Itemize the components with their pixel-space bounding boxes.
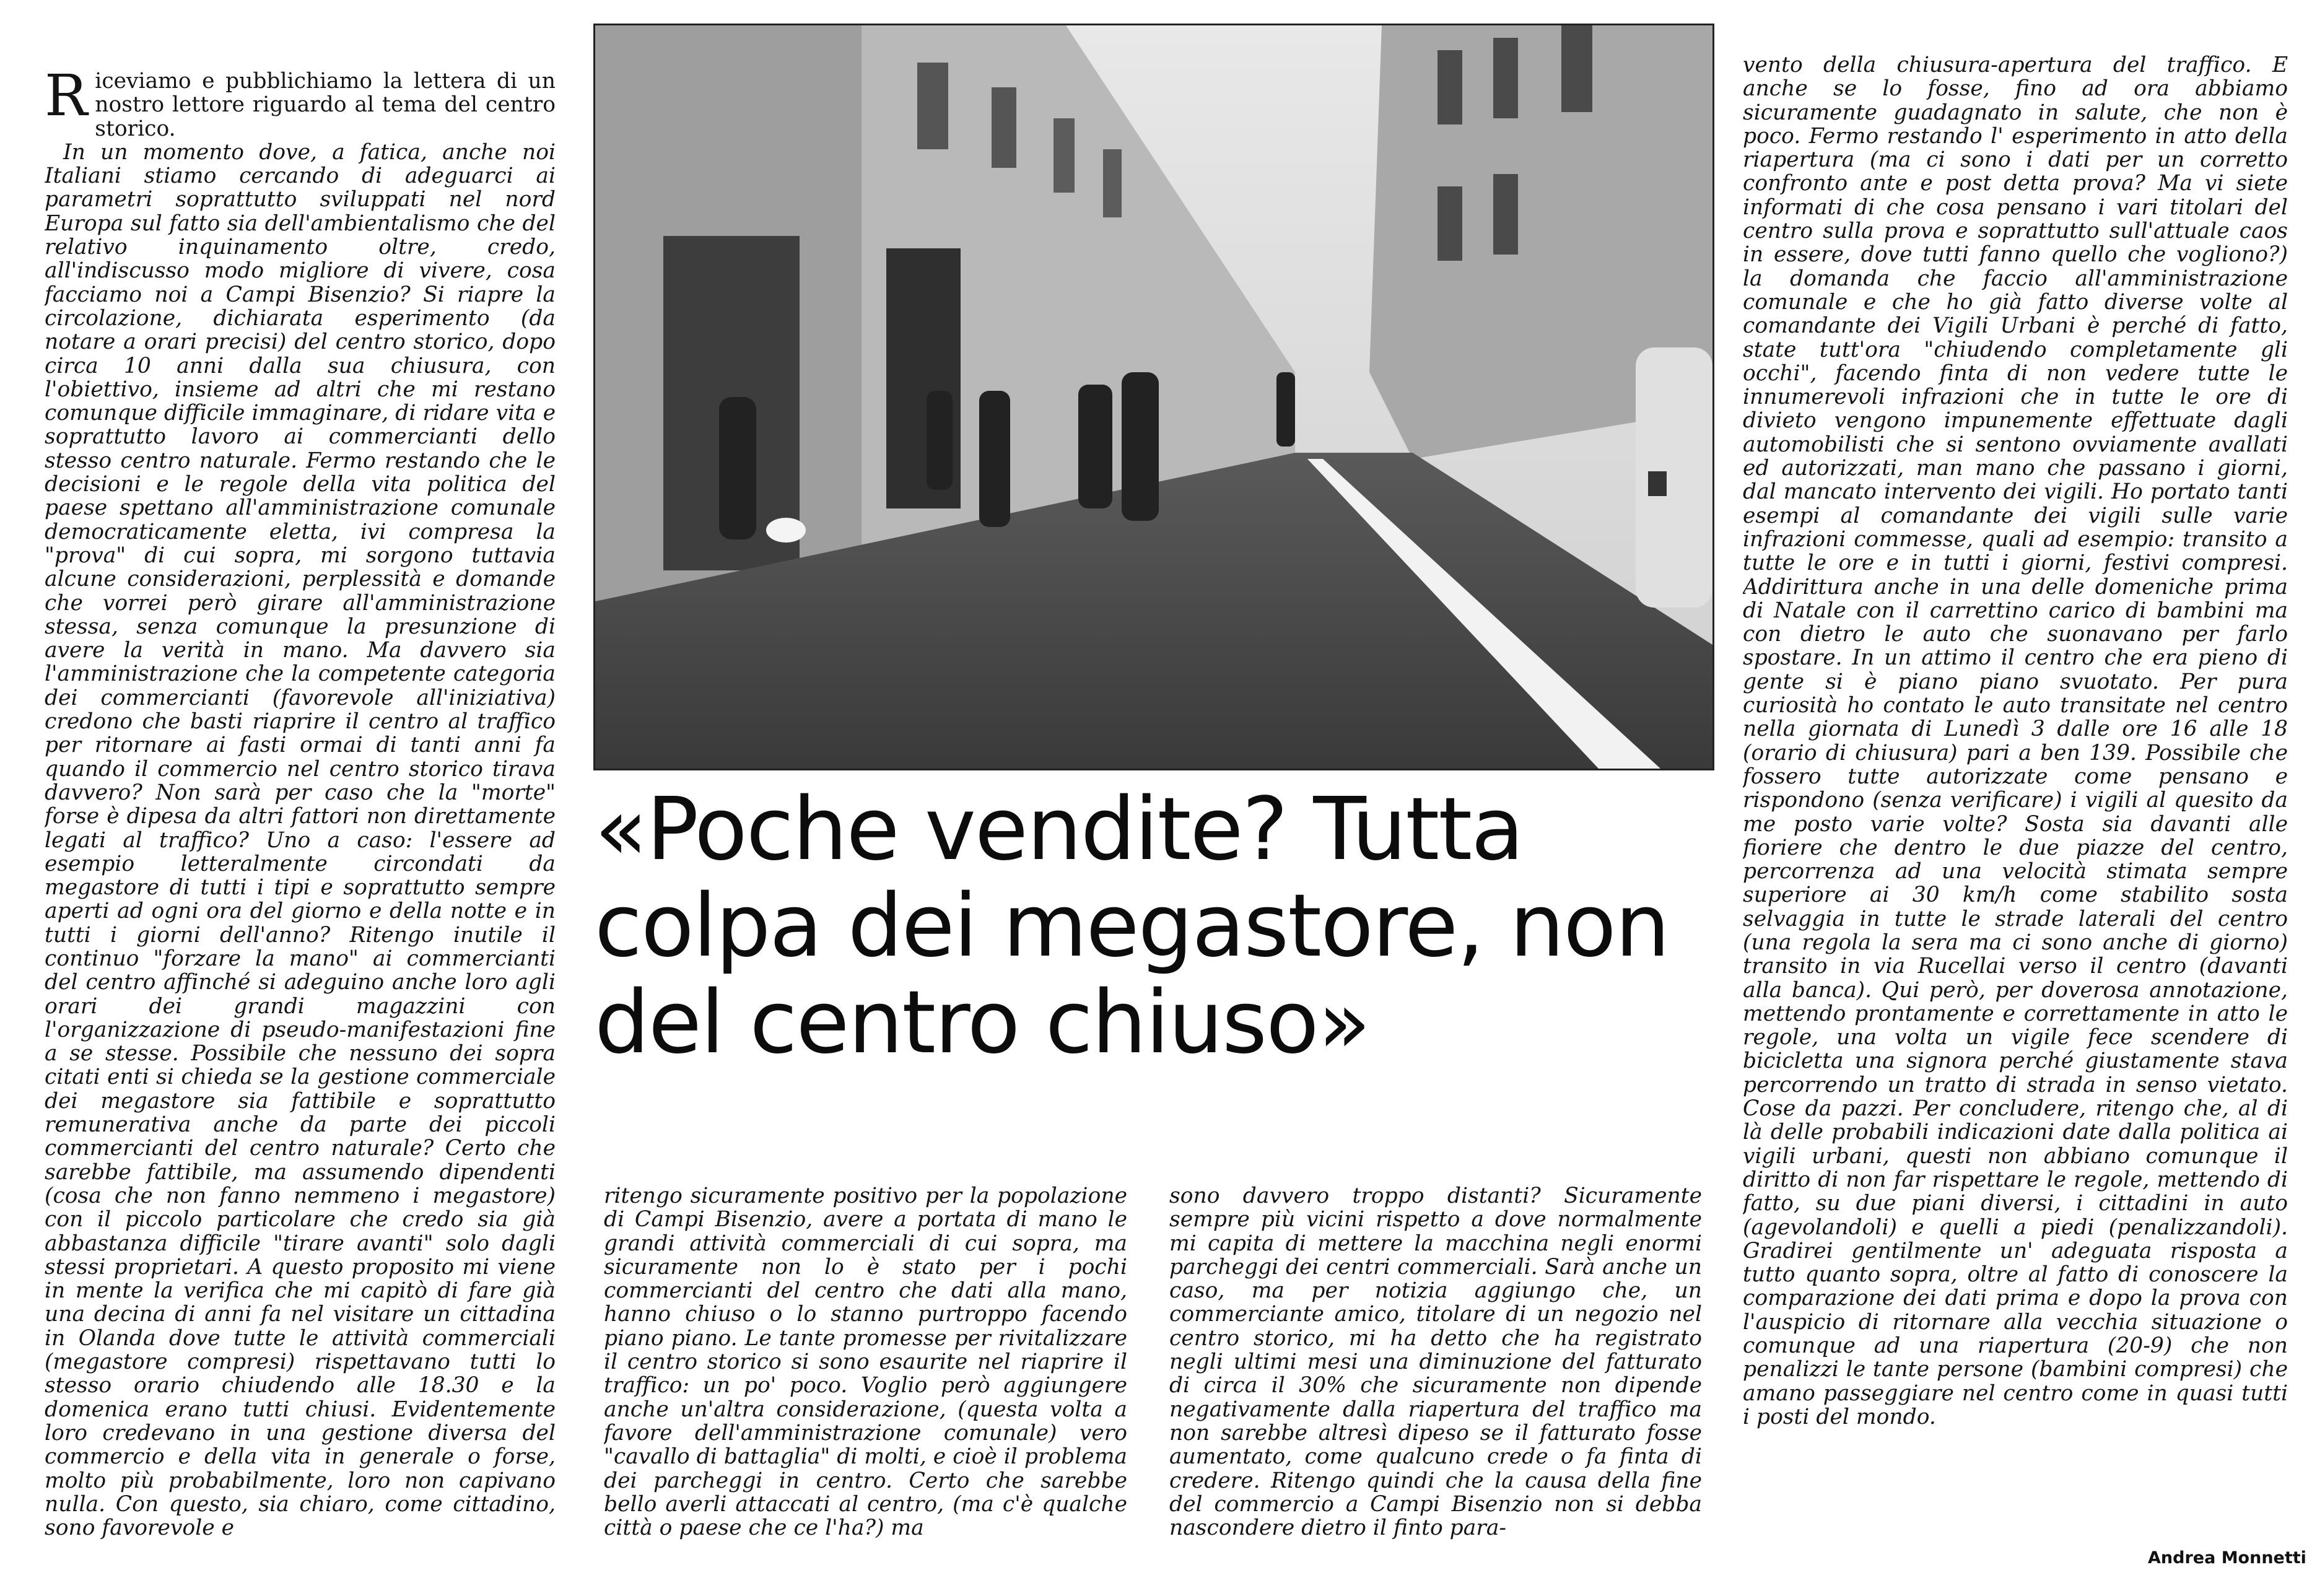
right-column-text: vento della chiusura-apertura del traffico. E anche se lo fosse, fino ad ora abbiamo sicuramente guadagnato in salute, che non è poco. Fermo restando l' esperimento in atto della riapertura (ma ci sono i dati per un corretto confronto ante e post detta prova? Ma vi siete informati di che cosa pensano i vari titolari del centro sulla prova e soprattutto sull'attuale caos in essere, dove tutti fanno quello che vogliono?) la domanda che faccio all'amministrazione comunale e che ho già fatto diverse volte al comandante dei Vigili Urbani è perché di fatto, state tutt'ora "chiudendo completamente gli occhi", facendo finta di non vedere tutte le innumerevoli infrazioni che in tutte le ore di divieto vengono impunemente effettuate dagli automobilisti che si sentono ovviamente avallati ed autorizzati, man mano che passano i giorni, dal mancato intervento dei vigili. Ho portato tanti esempi al comandante dei vigili sulle varie infrazioni commesse, quali ad esempio: transito a tutte le ore e in tutti i giorni, festivi compresi. Addirittura anche in una delle domeniche prima di Natale con il carrettino carico di bambini ma con dietro le auto che suonavano per farlo spostare. In un attimo il centro che era pieno di gente si è piano piano svuotato. Per pura curiosità ho contato le auto transitate nel centro nella giornata di Lunedì 3 dalle ore 16 alle 18 (orario di chiusura) pari a ben 139. Possibile che fossero tutte autorizzate come pensano e rispondono (senza verificare) i vigili al quesito da me posto varie volte? Sosta sia davanti alle fioriere che dentro le due piazze del centro, percorrenza ad una velocità stimata sempre superiore ai 30 km/h come stabilito sosta selvaggia in tutte le strade laterali del centro (una regola la sera ma ci sono anche di giorno) transito in via Rucellai verso il centro (davanti alla banca). Qui però, per doverosa annotazione, mettendo prontamente e correttamente in atto le regole, una volta un vigile fece scendere di bicicletta una signora perché giustamente stava percorrendo un tratto di strada in senso vietato. Cose da pazzi. Per concludere, ritengo che, al di là delle probabili indicazioni date dalla politica ai vigili urbani, questi non abbiano comunque il diritto di non far rispettare le regole, mettendo di fatto, su due piani diversi, i cittadini in auto (agevolandoli) e quelli a piedi (penalizzandoli). Gradirei gentilmente un' adeguata risposta a tutto quanto sopra, oltre al fatto di conoscere la comparazione dei dati prima e dopo la prova con l'auspicio di ritornare alla vecchia situazione o comunque ad una riapertura (20-9) che non penalizzi le tante persone (bambini compresi) che amano passeggiare nel centro come in quasi tutti i posti del mondo. bbox=[1743, 53, 2288, 1429]
drop-cap: R bbox=[45, 69, 88, 129]
article-intro bbox=[45, 69, 556, 141]
middle-column-2-text: sono davvero troppo distanti? Sicuramente sempre più vicini rispetto a dove normalmente mi capita di mettere la macchina negli enormi parcheggi dei centri commerciali. Sarà anche un caso, ma per notizia aggiungo che, un commerciante amico, titolare di un negozio nel centro storico, mi ha detto che ha registrato negli ultimi mesi una diminuzione del fatturato di circa il 30% che sicuramente non dipende negativamente dalla riapertura del traffico ma non sarebbe altresì dipeso se il fatturato fosse aumentato, come qualcuno crede o fa finta di credere. Ritengo quindi che la causa della fine del commercio a Campi Bisenzio non si debba nascondere dietro il finto para- bbox=[1169, 1184, 1702, 1541]
article-column-middle-2 bbox=[1169, 1184, 1702, 1581]
street-photo-illustration bbox=[595, 25, 1712, 769]
street-photo bbox=[593, 24, 1714, 770]
intro-text: iceviamo e pubblichiamo la lettera di un nostro lettore riguardo al tema del centro storico. bbox=[95, 69, 556, 141]
article-column-middle-1 bbox=[604, 1184, 1127, 1581]
author-byline: Andrea Monnetti bbox=[2148, 1548, 2306, 1568]
article-column-right bbox=[1743, 53, 2288, 1549]
middle-column-1-text: ritengo sicuramente positivo per la popolazione di Campi Bisenzio, avere a portata di mano le grandi attività commerciali di cui sopra, ma sicuramente non lo è stato per i pochi commercianti del centro che dati alla mano, hanno chiuso o lo stanno purtroppo facendo piano piano. Le tante promesse per rivitalizzare il centro storico si sono esaurite nel riaprire il traffico: un po' poco. Voglio però aggiungere anche un'altra considerazione, (questa volta a favore dell'amministrazione comunale) vero "cavallo di battaglia" di molti, e cioè il problema dei parcheggi in centro. Certo che sarebbe bello averli attaccati al centro, (ma c'è qualche città o paese che ce l'ha?) ma bbox=[604, 1184, 1127, 1541]
left-column-text: In un momento dove, a fatica, anche noi Italiani stiamo cercando di adeguarci ai parametri soprattutto sviluppati nel nord Europa sul fatto sia dell'ambientalismo che del relativo inquinamento oltre, credo, all'indiscusso modo migliore di vivere, cosa facciamo noi a Campi Bisenzio? Si riapre la circolazione, dichiarata esperimento (da notare a orari precisi) del centro storico, dopo circa 10 anni dalla sua chiusura, con l'obiettivo, insieme ad altri che mi restano comunque difficile immaginare, di ridare vita e soprattutto lavoro ai commercianti dello stesso centro naturale. Fermo restando che le decisioni e le regole della vita politica del paese spettano all'amministrazione comunale democraticamente eletta, ivi compresa la "prova" di cui sopra, mi sorgono tuttavia alcune considerazioni, perplessità e domande che vorrei però girare all'amministrazione stessa, senza comunque la presunzione di avere la verità in mano. Ma davvero sia l'amministrazione che la competente categoria dei commercianti (favorevole all'iniziativa) credono che basti riaprire il centro al traffico per ritornare ai fasti ormai di tanti anni fa quando il commercio nel centro storico tirava davvero? Non sarà per caso che la "morte" forse è dipesa da altri fattori non direttamente legati al traffico? Uno a caso: l'essere ad esempio letteralmente circondati da megastore di tutti i tipi e soprattutto sempre aperti ad ogni ora del giorno e della notte e in tutti i giorni dell'anno? Ritengo inutile il continuo "forzare la mano" ai commercianti del centro affinché si adeguino anche loro agli orari dei grandi magazzini con l'organizzazione di pseudo-manifestazioni fine a se stesse. Possibile che nessuno dei sopra citati enti si chieda se la gestione commerciale dei megastore sia fattibile e soprattutto remunerativa anche da parte dei piccoli commercianti del centro naturale? Certo che sarebbe fattibile, ma assumendo dipendenti (cosa che non fanno nemmeno i megastore) con il piccolo particolare che credo sia già abbastanza difficile "tirare avanti" solo dagli stessi proprietari. A questo proposito mi viene in mente la verifica che mi capitò di fare già una decina di anni fa nel visitare un cittadina in Olanda dove tutte le attività commerciali (megastore compresi) rispettavano tutti lo stesso orario chiudendo alle 18.30 e la domenica erano tutti chiusi. Evidentemente loro credevano in una gestione diversa del commercio e della vita in generale o forse, molto più probabilmente, loro non capivano nulla. Con questo, sia chiaro, come cittadino, sono favorevole e bbox=[45, 139, 556, 1541]
article-headline: «Poche vendite? Tutta colpa dei megastore, non del centro chiuso» bbox=[595, 779, 1669, 1073]
article-column-left bbox=[45, 69, 556, 1581]
